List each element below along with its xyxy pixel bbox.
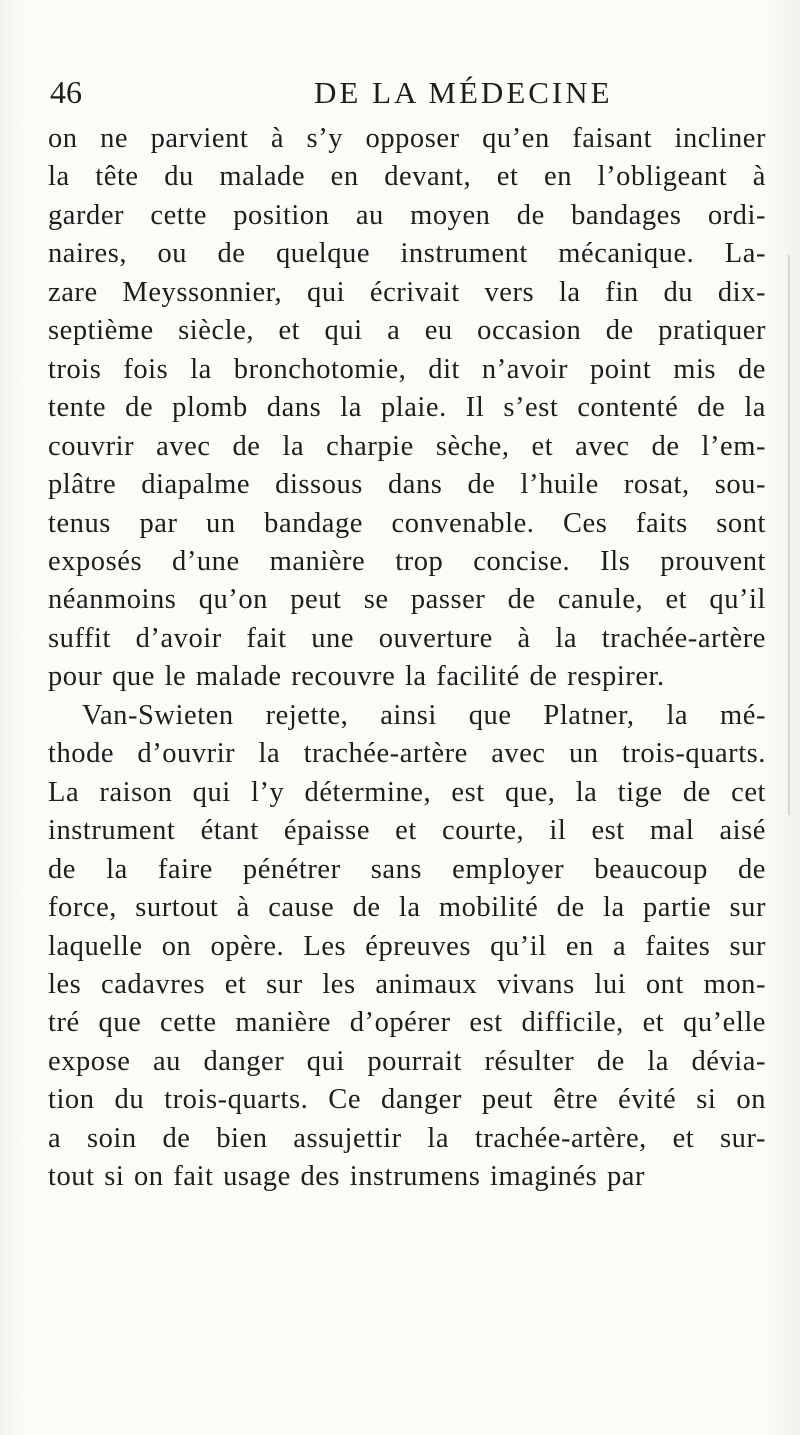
running-title: DE LA MÉDECINE (314, 75, 613, 110)
text-line-23: les cadavres et sur les animaux vivans lui ont mon- (48, 968, 766, 1000)
text-line-9: couvrir avec de la charpie sèche, et avec de l’em- (48, 430, 766, 462)
right-margin-shadow (788, 255, 790, 815)
text-line-21: force, surtout à cause de la mobilité de la partie sur (48, 892, 766, 924)
text-line-2: la tête du malade en devant, et en l’obligeant à (48, 161, 766, 193)
text-line-17: thode d’ouvrir la trachée-artère avec un trois-quarts. (48, 738, 766, 770)
text-line-28: tout si on fait usage des instrumens imaginés par (48, 1161, 646, 1193)
text-line-13: néanmoins qu’on peut se passer de canule, et qu’il (48, 584, 766, 616)
text-line-24: tré que cette manière d’opérer est difficile, et qu’elle (48, 1007, 766, 1039)
text-line-25: expose au danger qui pourrait résulter de la dévia- (48, 1045, 766, 1077)
text-line-19: instrument étant épaisse et courte, il est mal aisé (48, 815, 766, 847)
text-line-7: trois fois la bronchotomie, dit n’avoir point mis de (48, 353, 766, 385)
body-text (48, 120, 778, 1197)
text-line-20: de la faire pénétrer sans employer beaucoup de (48, 853, 766, 885)
text-line-3: garder cette position au moyen de bandages ordi- (48, 199, 766, 231)
text-line-1: on ne parvient à s’y opposer qu’en faisant incliner (48, 123, 766, 154)
text-line-16: Van-Swieten rejette, ainsi que Platner, la mé- (82, 699, 766, 731)
text-line-12: exposés d’une manière trop concise. Ils prouvent (48, 545, 766, 577)
text-line-5: zare Meyssonnier, qui écrivait vers la fin du dix- (48, 276, 766, 308)
page-number: 46 (50, 74, 82, 110)
text-line-18: La raison qui l’y détermine, est que, la tige de cet (48, 776, 766, 808)
text-line-15: pour que le malade recouvre la facilité de respirer. (48, 661, 665, 693)
text-line-22: laquelle on opère. Les épreuves qu’il en a faites sur (48, 930, 766, 962)
text-line-8: tente de plomb dans la plaie. Il s’est contenté de la (48, 392, 766, 424)
text-line-14: suffit d’avoir fait une ouverture à la trachée-artère (48, 622, 766, 654)
text-line-4: naires, ou de quelque instrument mécanique. La- (48, 238, 766, 270)
text-line-10: plâtre diapalme dissous dans de l’huile rosat, sou- (48, 469, 766, 501)
text-line-6: septième siècle, et qui a eu occasion de pratiquer (48, 315, 766, 347)
text-line-26: tion du trois-quarts. Ce danger peut être évité si on (48, 1084, 766, 1116)
text-line-11: tenus par un bandage convenable. Ces faits sont (48, 507, 766, 539)
running-head (50, 74, 770, 114)
text-line-27: a soin de bien assujettir la trachée-artère, et sur- (48, 1122, 766, 1154)
